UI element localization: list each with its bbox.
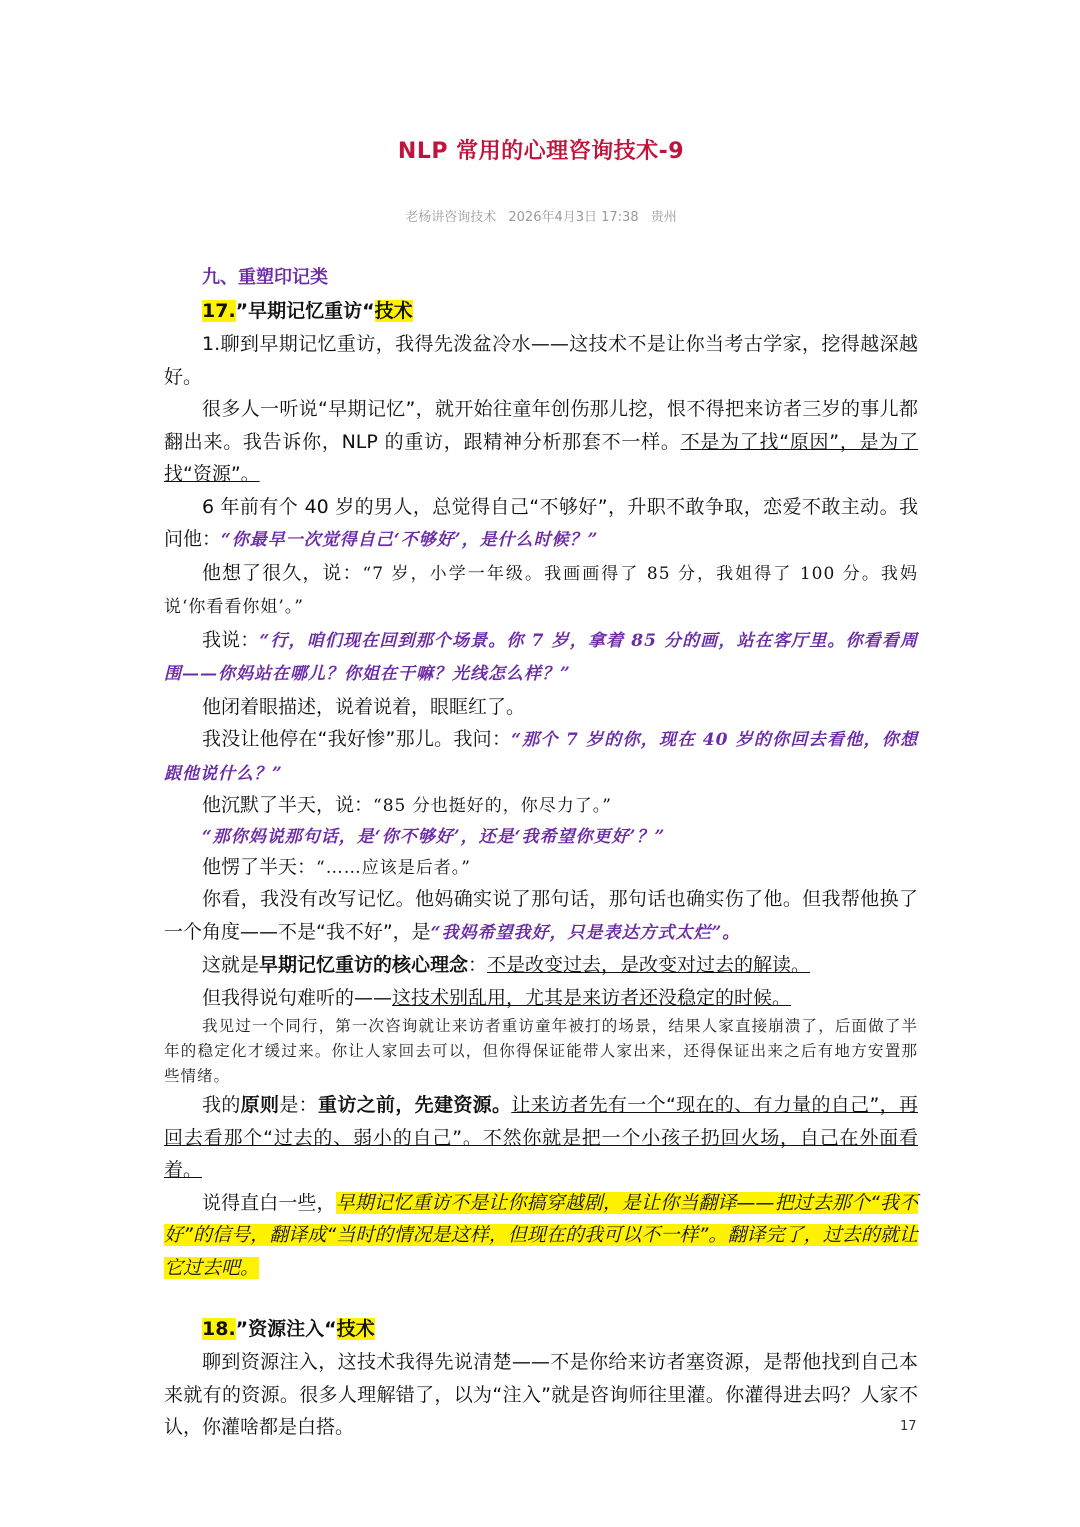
paragraph: 我说：“行，咱们现在回到那个场景。你 7 岁，拿着 85 分的画，站在客厅里。你看看周围——你妈站在哪儿？你姐在干嘛？光线怎么样？” xyxy=(164,628,918,684)
paragraph: 说得直白一些，早期记忆重访不是让你搞穿越剧，是让你当翻译——把过去那个“我不好”的信号，翻译成“当时的情况是这样，但现在的我可以不一样”。翻译完了，过去的就让它过去吧。 xyxy=(164,1191,918,1279)
paragraph: 聊到资源注入，这技术我得先说清楚——不是你给来访者塞资源，是帮他找到自己本来就有的资源。很多人理解错了，以为“注入”就是咨询师往里灌。你灌得进去吗？人家不认，你灌啥都是白搭。 xyxy=(164,1351,918,1438)
page-number: 17 xyxy=(900,1419,917,1434)
technique-18-heading: 18.”资源注入“技术 xyxy=(202,1318,375,1340)
publish-datetime: 2026年4月3日 17:38 xyxy=(508,210,639,225)
page-title: NLP 常用的心理咨询技术-9 xyxy=(397,139,685,164)
paragraph: 很多人一听说“早期记忆”，就开始往童年创伤那儿挖，恨不得把来访者三岁的事儿都翻出来。我告诉你，NLP 的重访，跟精神分析那套不一样。不是为了找“原因”，是为了找“资源”。 xyxy=(164,398,919,485)
paragraph: 但我得说句难听的——这技术别乱用，尤其是来访者还没稳定的时候。 xyxy=(202,986,792,1009)
paragraph: 他闭着眼描述，说着说着，眼眶红了。 xyxy=(202,695,526,718)
paragraph: “那你妈说那句话，是‘你不够好’，还是‘我希望你更好’？” xyxy=(202,827,666,847)
paragraph: 这就是早期记忆重访的核心理念：不是改变过去，是改变对过去的解读。 xyxy=(202,954,811,976)
paragraph: 6 年前有个 40 岁的男人，总觉得自己“不够好”，升职不敢争取，恋爱不敢主动。我问他：“你最早一次觉得自己‘不够好’，是什么时候？” xyxy=(164,495,918,550)
paragraph: 我见过一个同行，第一次咨询就让来访者重访童年被打的场景，结果人家直接崩溃了，后面做了半年的稳定化才缓过来。你让人家回去可以，但你得保证能带人家出来，还得保证出来之后有地方安置那些情绪。 xyxy=(164,1017,918,1085)
article-meta xyxy=(164,206,918,225)
technique-17-heading: 17.”早期记忆重访“技术 xyxy=(202,300,413,322)
author-name[interactable]: 老杨讲咨询技术 xyxy=(405,210,497,225)
paragraph: 他想了很久，说：“7 岁，小学一年级。我画画得了 85 分，我姐得了 100 分。我妈说‘你看看你姐’。” xyxy=(164,561,918,617)
article-body xyxy=(164,262,918,1444)
paragraph: 他愣了半天：“……应该是后者。” xyxy=(202,856,471,878)
paragraph: 他沉默了半天，说：“85 分也挺好的，你尽力了。” xyxy=(202,794,612,816)
publish-location: 贵州 xyxy=(650,210,677,225)
paragraph: 你看，我没有改写记忆。他妈确实说了那句话，那句话也确实伤了他。但我帮他换了一个角度——不是“我不好”，是“我妈希望我好，只是表达方式太烂”。 xyxy=(164,888,918,943)
paragraph: 我没让他停在“我好惨”那儿。我问：“那个 7 岁的你，现在 40 岁的你回去看他，你想跟他说什么？” xyxy=(164,728,919,784)
paragraph: 1.聊到早期记忆重访，我得先泼盆冷水——这技术不是让你当考古学家，挖得越深越好。 xyxy=(164,333,918,388)
section-heading: 九、重塑印记类 xyxy=(202,267,328,288)
paragraph: 我的原则是：重访之前，先建资源。让来访者先有一个“现在的、有力量的自己”，再回去看那个“过去的、弱小的自己”。不然你就是把一个小孩子扔回火场，自己在外面看着。 xyxy=(164,1094,918,1181)
